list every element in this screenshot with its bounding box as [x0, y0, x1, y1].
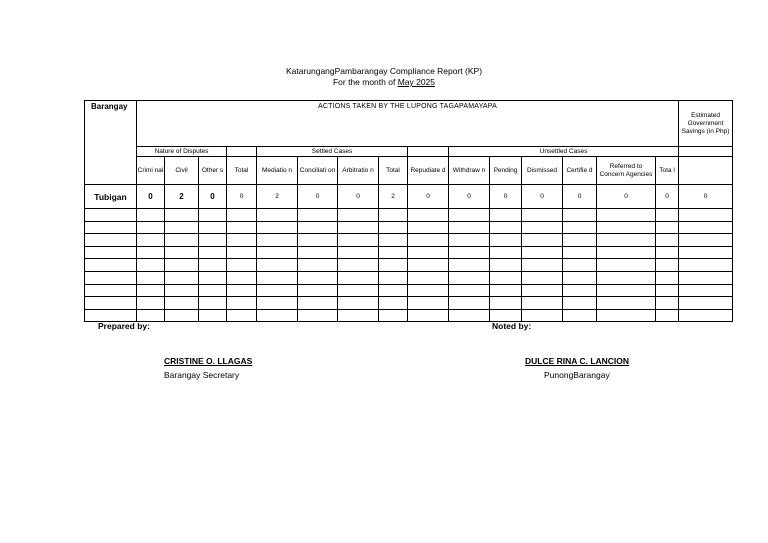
empty-cell [298, 221, 338, 234]
empty-cell [597, 297, 656, 310]
empty-cell [449, 309, 490, 322]
empty-cell [597, 234, 656, 247]
empty-cell [449, 221, 490, 234]
table-row [85, 297, 733, 310]
empty-cell [85, 309, 137, 322]
empty-cell [227, 246, 257, 259]
table-row [85, 246, 733, 259]
barangay-header: Barangay [85, 101, 137, 185]
empty-cell [408, 209, 449, 222]
col-criminal: Crimi nal [137, 157, 165, 185]
empty-cell [85, 221, 137, 234]
empty-cell [449, 234, 490, 247]
col-others: Other s [199, 157, 227, 185]
empty-cell [227, 271, 257, 284]
empty-cell [165, 221, 199, 234]
empty-cell [379, 297, 408, 310]
empty-cell [257, 221, 298, 234]
empty-cell [85, 234, 137, 247]
empty-cell [199, 221, 227, 234]
empty-cell [490, 221, 522, 234]
empty-cell [85, 271, 137, 284]
compliance-table [84, 100, 733, 322]
cell-mediation: 2 [257, 185, 298, 209]
empty-cell [408, 221, 449, 234]
empty-cell [227, 234, 257, 247]
empty-cell [656, 209, 679, 222]
empty-cell [522, 221, 563, 234]
empty-cell [199, 284, 227, 297]
empty-cell [338, 259, 379, 272]
empty-cell [522, 246, 563, 259]
empty-cell [137, 297, 165, 310]
subtitle-prefix: For the month of [332, 77, 398, 87]
blank-cell [408, 147, 449, 157]
empty-cell [597, 309, 656, 322]
empty-cell [597, 259, 656, 272]
empty-cell [522, 234, 563, 247]
table-row [85, 221, 733, 234]
empty-cell [298, 234, 338, 247]
empty-cell [137, 246, 165, 259]
empty-cell [679, 221, 733, 234]
empty-cell [298, 271, 338, 284]
prepared-name: CRISTINE O. LLAGAS [164, 356, 253, 366]
empty-cell [85, 246, 137, 259]
empty-cell [490, 271, 522, 284]
empty-cell [227, 297, 257, 310]
empty-cell [165, 246, 199, 259]
col-total-unsettled: Tota l [656, 157, 679, 185]
empty-cell [679, 246, 733, 259]
empty-cell [379, 259, 408, 272]
empty-cell [338, 309, 379, 322]
empty-cell [85, 259, 137, 272]
empty-cell [449, 284, 490, 297]
empty-cell [227, 209, 257, 222]
empty-cell [522, 297, 563, 310]
table-row [85, 185, 733, 209]
empty-cell [449, 259, 490, 272]
empty-cell [563, 271, 597, 284]
prepared-by-label: Prepared by: [98, 321, 150, 331]
blank-cell [227, 147, 257, 157]
col-pending: Pending [490, 157, 522, 185]
empty-cell [563, 284, 597, 297]
empty-cell [656, 259, 679, 272]
cell-total-disputes: 0 [227, 185, 257, 209]
table-row [85, 259, 733, 272]
empty-cell [137, 309, 165, 322]
empty-cell [298, 209, 338, 222]
empty-cell [137, 234, 165, 247]
empty-cell [298, 246, 338, 259]
empty-cell [338, 209, 379, 222]
report-subtitle [0, 77, 768, 87]
empty-cell [490, 297, 522, 310]
empty-cell [490, 284, 522, 297]
empty-cell [257, 259, 298, 272]
empty-cell [199, 259, 227, 272]
empty-cell [199, 246, 227, 259]
empty-cell [137, 259, 165, 272]
empty-cell [199, 309, 227, 322]
cell-conciliation: 0 [298, 185, 338, 209]
empty-cell [379, 309, 408, 322]
empty-cell [379, 271, 408, 284]
cell-withdrawn: 0 [449, 185, 490, 209]
empty-cell [137, 221, 165, 234]
empty-cell [199, 271, 227, 284]
empty-cell [85, 209, 137, 222]
cell-civil: 2 [165, 185, 199, 209]
col-mediation: Mediatio n [257, 157, 298, 185]
empty-cell [679, 259, 733, 272]
empty-cell [199, 209, 227, 222]
empty-cell [656, 246, 679, 259]
empty-cell [449, 209, 490, 222]
cell-repudiated: 0 [408, 185, 449, 209]
cell-dismissed: 0 [522, 185, 563, 209]
cell-certified: 0 [563, 185, 597, 209]
empty-cell [522, 309, 563, 322]
noted-name: DULCE RINA C. LANCION [525, 356, 630, 366]
empty-cell [338, 246, 379, 259]
empty-cell [257, 271, 298, 284]
empty-cell [408, 284, 449, 297]
empty-cell [449, 297, 490, 310]
empty-cell [597, 209, 656, 222]
col-dismissed: Dismissed [522, 157, 563, 185]
actions-header: ACTIONS TAKEN BY THE LUPONG TAGAPAMAYAPA [137, 101, 679, 147]
empty-cell [379, 246, 408, 259]
empty-cell [597, 284, 656, 297]
report-month: May 2025 [397, 77, 436, 87]
table-row [85, 209, 733, 222]
blank-cell [679, 147, 733, 157]
empty-cell [298, 259, 338, 272]
empty-cell [298, 309, 338, 322]
empty-cell [338, 271, 379, 284]
empty-cell [338, 284, 379, 297]
empty-cell [199, 297, 227, 310]
empty-cell [656, 309, 679, 322]
empty-cell [490, 209, 522, 222]
empty-cell [199, 234, 227, 247]
empty-cell [379, 284, 408, 297]
empty-cell [563, 221, 597, 234]
empty-cell [165, 234, 199, 247]
table-row [85, 234, 733, 247]
empty-cell [379, 234, 408, 247]
empty-cell [165, 309, 199, 322]
nature-of-disputes-header: Nature of Disputes [137, 147, 227, 157]
cell-referred: 0 [597, 185, 656, 209]
col-repudiated: Repudiate d [408, 157, 449, 185]
empty-cell [408, 259, 449, 272]
empty-cell [597, 246, 656, 259]
empty-cell [522, 259, 563, 272]
table-row [85, 271, 733, 284]
empty-cell [597, 221, 656, 234]
barangay-name: Tubigan [85, 185, 137, 209]
empty-cell [379, 209, 408, 222]
empty-cell [379, 221, 408, 234]
cell-others: 0 [199, 185, 227, 209]
cell-pending: 0 [490, 185, 522, 209]
empty-cell [137, 209, 165, 222]
empty-cell [257, 246, 298, 259]
col-withdrawn: Withdraw n [449, 157, 490, 185]
empty-cell [656, 234, 679, 247]
empty-cell [408, 309, 449, 322]
cell-total-settled: 2 [379, 185, 408, 209]
table-row [85, 284, 733, 297]
empty-cell [227, 309, 257, 322]
empty-cell [165, 284, 199, 297]
empty-cell [227, 259, 257, 272]
empty-cell [137, 271, 165, 284]
empty-cell [137, 284, 165, 297]
empty-cell [257, 309, 298, 322]
col-conciliation: Conciliati on [298, 157, 338, 185]
empty-cell [490, 234, 522, 247]
empty-cell [597, 271, 656, 284]
empty-cell [449, 271, 490, 284]
table-row [85, 309, 733, 322]
empty-cell [408, 234, 449, 247]
empty-cell [338, 234, 379, 247]
settled-cases-header: Settled Cases [257, 147, 408, 157]
empty-cell [656, 221, 679, 234]
unsettled-cases-header: Unsettled Cases [449, 147, 679, 157]
empty-cell [338, 221, 379, 234]
empty-cell [563, 259, 597, 272]
empty-cell [298, 284, 338, 297]
empty-cell [679, 297, 733, 310]
col-certified: Certifie d [563, 157, 597, 185]
empty-cell [563, 234, 597, 247]
empty-cell [563, 209, 597, 222]
empty-cell [679, 309, 733, 322]
col-total-settled: Total [379, 157, 408, 185]
empty-cell [338, 297, 379, 310]
empty-cell [165, 259, 199, 272]
col-referred: Referred to Concern Agencies [597, 157, 656, 185]
report-title: KatarungangPambarangay Compliance Report (KP) [285, 66, 483, 76]
empty-cell [165, 271, 199, 284]
empty-cell [679, 284, 733, 297]
empty-cell [227, 284, 257, 297]
empty-cell [257, 284, 298, 297]
cell-savings: 0 [679, 185, 733, 209]
empty-cell [257, 234, 298, 247]
empty-cell [656, 284, 679, 297]
empty-cell [679, 271, 733, 284]
empty-cell [679, 234, 733, 247]
empty-cell [298, 297, 338, 310]
empty-cell [257, 297, 298, 310]
savings-header: Estimated Government Savings (in Php) [679, 101, 733, 147]
empty-cell [563, 297, 597, 310]
empty-cell [165, 297, 199, 310]
empty-cell [522, 209, 563, 222]
empty-cell [85, 284, 137, 297]
empty-cell [408, 246, 449, 259]
noted-by-label: Noted by: [492, 321, 532, 331]
col-civil: Civil [165, 157, 199, 185]
empty-cell [563, 309, 597, 322]
empty-cell [408, 297, 449, 310]
empty-cell [227, 221, 257, 234]
prepared-title: Barangay Secretary [164, 370, 240, 380]
empty-cell [490, 309, 522, 322]
cell-total-unsettled: 0 [656, 185, 679, 209]
empty-cell [563, 246, 597, 259]
empty-cell [656, 271, 679, 284]
cell-criminal: 0 [137, 185, 165, 209]
empty-cell [679, 209, 733, 222]
empty-cell [449, 246, 490, 259]
empty-cell [490, 246, 522, 259]
empty-cell [408, 271, 449, 284]
empty-cell [490, 259, 522, 272]
empty-cell [522, 271, 563, 284]
col-total-disputes: Total [227, 157, 257, 185]
cell-arbitration: 0 [338, 185, 379, 209]
col-arbitration: Arbitratio n [338, 157, 379, 185]
empty-cell [656, 297, 679, 310]
empty-cell [257, 209, 298, 222]
empty-cell [85, 297, 137, 310]
noted-title: PunongBarangay [544, 370, 610, 380]
empty-cell [165, 209, 199, 222]
empty-cell [522, 284, 563, 297]
